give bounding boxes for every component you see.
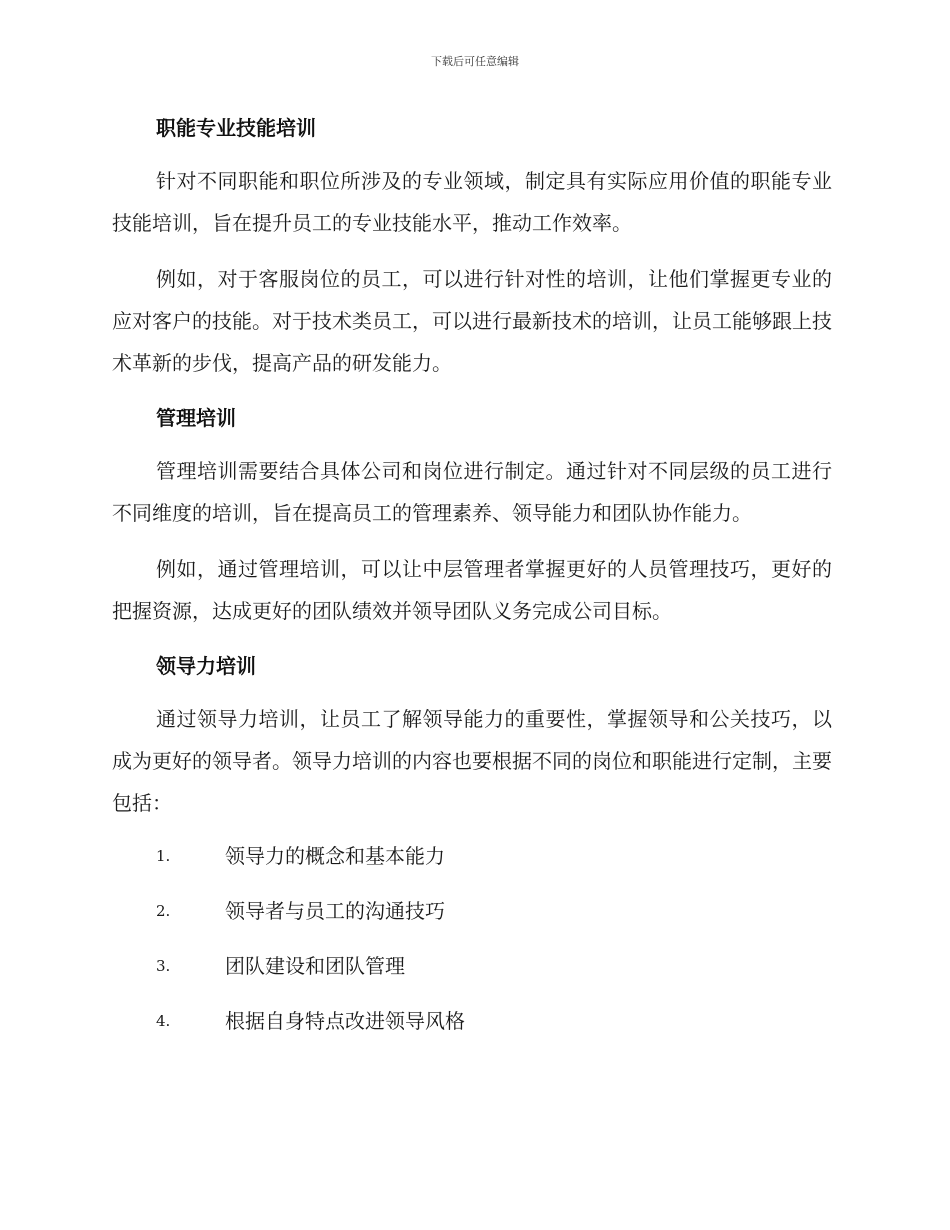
list-text: 根据自身特点改进领导风格 — [225, 1009, 465, 1033]
numbered-list — [112, 838, 832, 1058]
paragraph: 例如，通过管理培训，可以让中层管理者掌握更好的人员管理技巧，更好的把握资源，达成更好的团队绩效并领导团队义务完成公司目标。 — [112, 557, 832, 623]
list-item — [112, 893, 832, 948]
paragraph: 例如，对于客服岗位的员工，可以进行针对性的培训，让他们掌握更专业的应对客户的技能。对于技术类员工，可以进行最新技术的培训，让员工能够跟上技术革新的步伐，提高产品的研发能力。 — [112, 267, 832, 375]
paragraph: 通过领导力培训，让员工了解领导能力的重要性，掌握领导和公关技巧，以成为更好的领导者。领导力培训的内容也要根据不同的岗位和职能进行定制，主要包括： — [112, 707, 832, 815]
list-number: 1. — [156, 847, 171, 865]
document-body — [112, 108, 832, 1058]
list-text: 领导力的概念和基本能力 — [225, 844, 445, 868]
list-item — [112, 1003, 832, 1058]
list-text: 团队建设和团队管理 — [225, 954, 405, 978]
section-heading: 职能专业技能培训 — [156, 116, 316, 140]
list-number: 3. — [156, 957, 171, 975]
list-item — [112, 838, 832, 893]
paragraph: 针对不同职能和职位所涉及的专业领域，制定具有实际应用价值的职能专业技能培训，旨在提升员工的专业技能水平，推动工作效率。 — [112, 169, 832, 235]
list-number: 2. — [156, 902, 171, 920]
list-number: 4. — [156, 1012, 171, 1030]
page-header: 下载后可任意编辑 — [431, 55, 519, 68]
section-heading: 领导力培训 — [156, 654, 256, 678]
section-heading: 管理培训 — [156, 406, 236, 430]
list-item — [112, 948, 832, 1003]
paragraph: 管理培训需要结合具体公司和岗位进行制定。通过针对不同层级的员工进行不同维度的培训，旨在提高员工的管理素养、领导能力和团队协作能力。 — [112, 459, 832, 525]
list-text: 领导者与员工的沟通技巧 — [225, 899, 445, 923]
